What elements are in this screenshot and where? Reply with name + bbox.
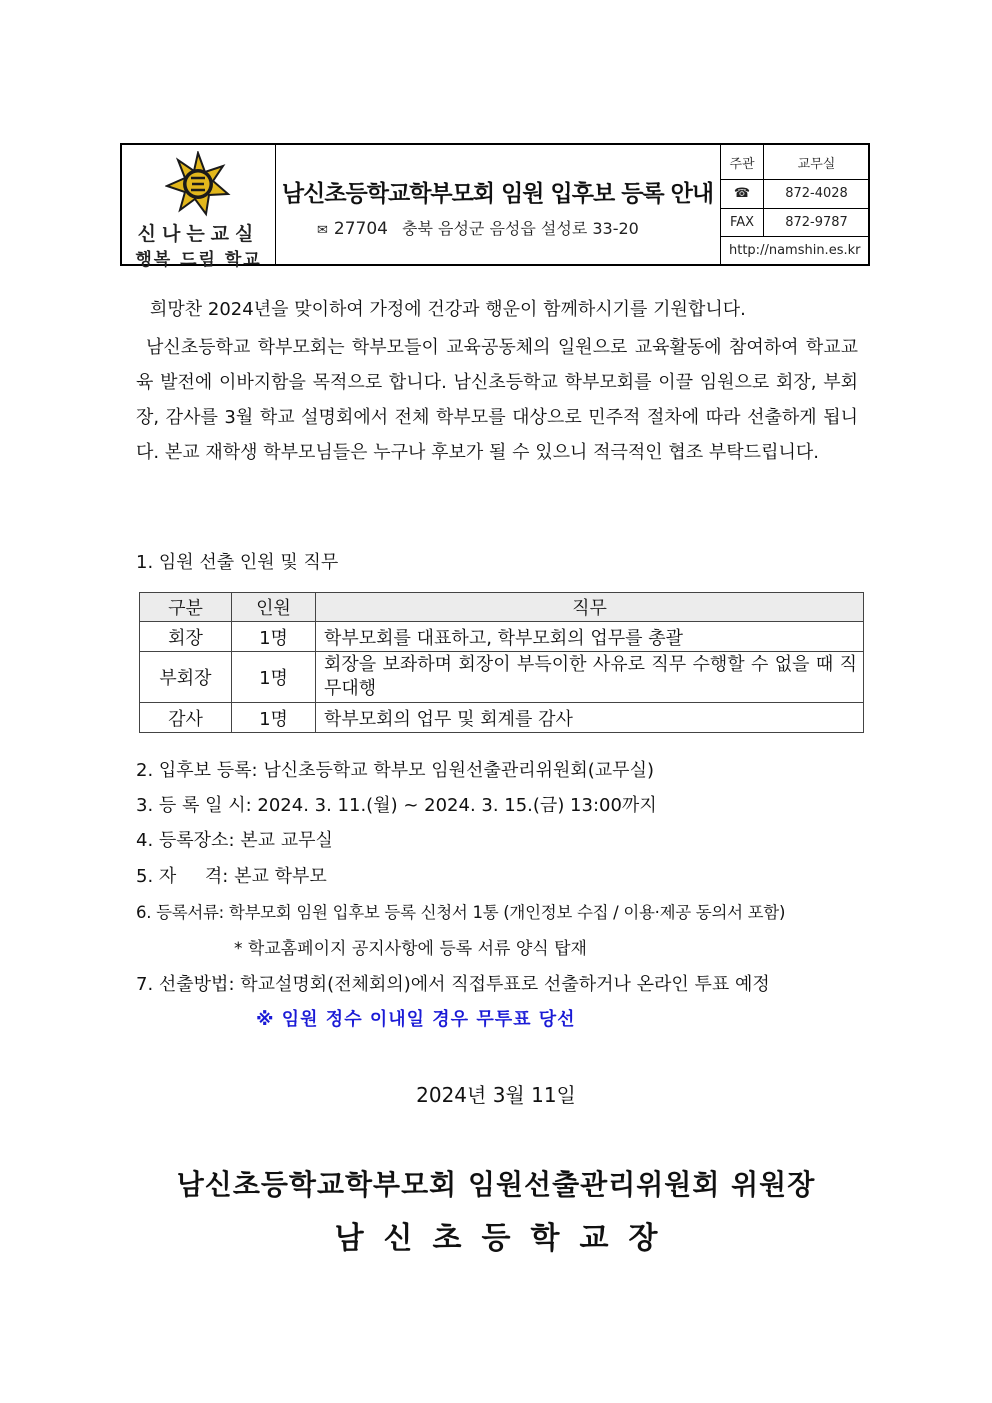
table-row — [140, 622, 864, 652]
role-cell: 회장 — [140, 622, 232, 652]
item-registration: 2. 입후보 등록: 남신초등학교 학부모 임원선출관리위원회(교무실) — [136, 760, 654, 781]
contact-row — [721, 208, 869, 236]
contact-table — [721, 145, 869, 264]
item-method: 7. 선출방법: 학교설명회(전체회의)에서 직접투표로 선출하거나 온라인 투표 예정 — [136, 974, 770, 995]
duty-cell: 학부모회를 대표하고, 학부모회의 업무를 총괄 — [316, 622, 864, 652]
table-row — [140, 652, 864, 703]
column-header: 직무 — [316, 593, 864, 622]
document-title: 남신초등학교학부모회 임원 입후보 등록 안내 — [281, 181, 714, 207]
phone-icon: ☎ — [721, 180, 764, 208]
contact-label: 주관 — [721, 145, 764, 180]
item-documents-note: * 학교홈페이지 공지사항에 등록 서류 양식 탑재 — [234, 939, 587, 959]
school-slogan-1: 신나는교실 — [137, 223, 260, 245]
contact-row — [721, 236, 869, 264]
zip-code: 27704 — [333, 219, 388, 239]
intro-greeting: 희망찬 2024년을 맞이하여 가정에 건강과 행운이 함께하시기를 기원합니다. — [150, 299, 746, 320]
mail-icon: ✉ — [317, 223, 328, 238]
count-cell: 1명 — [232, 652, 316, 703]
contact-label: FAX — [721, 208, 764, 236]
contact-row — [721, 145, 869, 180]
school-logo-cell — [122, 145, 276, 270]
contact-value: 교무실 — [764, 145, 870, 180]
duty-cell: 학부모회의 업무 및 회계를 감사 — [316, 703, 864, 733]
item-place: 4. 등록장소: 본교 교무실 — [136, 830, 333, 851]
signature-line-1: 남신초등학교학부모회 임원선출관리위원회 위원장 — [176, 1168, 816, 1201]
school-emblem — [165, 151, 231, 217]
school-slogan-2: 행복 드림 학교 — [135, 250, 262, 270]
duty-cell: 회장을 보좌하며 회장이 부득이한 사유로 직무 수행할 수 없을 때 직무대행 — [316, 652, 864, 703]
item-documents: 6. 등록서류: 학부모회 임원 입후보 등록 신청서 1통 (개인정보 수집 / 이용·제공 동의서 포함) — [136, 903, 786, 922]
letterhead — [120, 143, 870, 270]
contact-value: 872-9787 — [764, 208, 870, 236]
count-cell: 1명 — [232, 622, 316, 652]
school-url[interactable]: http://namshin.es.kr — [721, 236, 869, 264]
officer-duty-table — [139, 592, 864, 733]
title-cell — [275, 145, 720, 264]
section-heading: 1. 임원 선출 인원 및 직무 — [136, 552, 339, 573]
issue-date: 2024년 3월 11일 — [416, 1083, 576, 1107]
item-method-note: ※ 임원 정수 이내일 경우 무투표 당선 — [256, 1009, 576, 1030]
contact-value: 872-4028 — [764, 180, 870, 208]
role-cell: 부회장 — [140, 652, 232, 703]
intro-paragraph: 남신초등학교 학부모회는 학부모들이 교육공동체의 일원으로 교육활동에 참여하여 학교교육 발전에 이바지함을 목적으로 합니다. 남신초등학교 학부모회를 이끌 임원으로 회장, 부회장, 감사를 3월 학교 설명회에서 전체 학부모를 대상으로 민주적 절차에 따라 선출하게 됩니다. 본교 재학생 학부모님들은 누구나 후보가 될 수 있으니 적극적인 협조 부탁드립니다. — [136, 337, 858, 463]
school-address — [317, 216, 639, 239]
item-period: 3. 등 록 일 시: 2024. 3. 11.(월) ~ 2024. 3. 15.(금) 13:00까지 — [136, 795, 657, 816]
contact-row — [721, 180, 869, 208]
column-header: 인원 — [232, 593, 316, 622]
item-eligibility: 5. 자 격: 본교 학부모 — [136, 866, 327, 887]
role-cell: 감사 — [140, 703, 232, 733]
count-cell: 1명 — [232, 703, 316, 733]
contact-info-cell — [720, 145, 869, 264]
column-header: 구분 — [140, 593, 232, 622]
table-header-row — [140, 593, 864, 622]
address-text: 충북 음성군 음성읍 설성로 33-20 — [402, 219, 639, 238]
signature-line-2: 남신초등학교장 — [334, 1221, 678, 1256]
table-row — [140, 703, 864, 733]
